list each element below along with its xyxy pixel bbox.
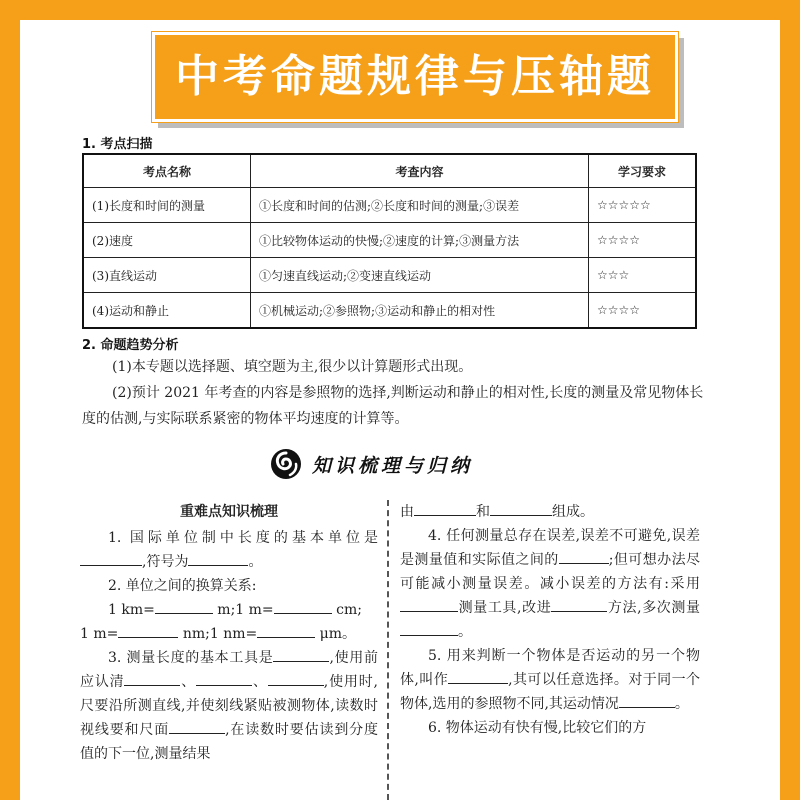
answer-blank[interactable] [400, 597, 458, 612]
column-header: 学习要求 [589, 154, 697, 188]
table-cell-requirement: ☆☆☆☆ [589, 223, 697, 258]
left-column [80, 500, 378, 766]
answer-blank[interactable] [273, 647, 329, 662]
knowledge-title-text: 知识梳理与归纳 [312, 454, 474, 477]
answer-blank[interactable] [118, 623, 178, 638]
table-cell-name: (3)直线运动 [83, 258, 251, 293]
page [20, 20, 780, 800]
trend-paragraph: (1)本专题以选择题、填空题为主,很少以计算题形式出现。 [112, 359, 473, 375]
answer-blank[interactable] [400, 621, 458, 636]
question-text: nm;1 nm= [178, 626, 258, 642]
question-text: ,在读数时要估读到分度值的下一位,测量结果 [80, 722, 379, 762]
question-2-line-1 [80, 598, 378, 622]
answer-blank[interactable] [448, 669, 508, 684]
table-row [83, 223, 696, 258]
table-cell-requirement: ☆☆☆☆ [589, 293, 697, 329]
table-cell-name: (1)长度和时间的测量 [83, 188, 251, 223]
table-cell-name: (4)运动和静止 [83, 293, 251, 329]
question-text: 。 [458, 624, 472, 640]
table-cell-content: ①机械运动;②参照物;③运动和静止的相对性 [251, 293, 589, 329]
question-5 [400, 644, 700, 716]
answer-blank[interactable] [124, 671, 180, 686]
title-banner [152, 32, 678, 122]
question-3 [80, 646, 378, 766]
question-text: 组成。 [552, 504, 594, 520]
question-text: ,符号为 [142, 554, 189, 570]
question-text: ,其可以任意选择。对于同一个物体,选用的参照物不同,其运动情况 [400, 672, 700, 712]
question-text: 。 [248, 554, 263, 570]
table-row [83, 293, 696, 329]
table-cell-content: ①比较物体运动的快慢;②速度的计算;③测量方法 [251, 223, 589, 258]
answer-blank[interactable] [274, 599, 332, 614]
question-4 [400, 524, 700, 644]
question-text: m;1 m= [212, 602, 274, 618]
question-1 [80, 526, 378, 574]
question-2: 2. 单位之间的换算关系: [108, 578, 257, 594]
exam-points-table [82, 153, 697, 329]
banner-title: 中考命题规律与压轴题 [175, 51, 655, 102]
question-3-continued [400, 500, 700, 524]
trend-paragraph: (2)预计 2021 年考查的内容是参照物的选择,判断运动和静止的相对性,长度的测量及常见物体长度的估测,与实际联系紧密的物体平均速度的计算等。 [82, 385, 704, 427]
question-text: 1 m= [80, 626, 119, 642]
trend-analysis [82, 354, 704, 432]
question-text: 测量工具,改进 [458, 600, 552, 616]
question-text: 和 [476, 504, 490, 520]
question-text: μm。 [315, 626, 357, 642]
answer-blank[interactable] [155, 599, 213, 614]
table-cell-requirement: ☆☆☆☆☆ [589, 188, 697, 223]
answer-blank[interactable] [188, 551, 248, 566]
question-text: 由 [400, 504, 414, 520]
answer-blank[interactable] [80, 551, 142, 566]
question-text: 。 [674, 696, 689, 712]
question-2-line-2 [80, 622, 378, 646]
section-heading-scan: 1. 考点扫描 [82, 137, 153, 152]
question-text: 、 [252, 674, 268, 690]
table-cell-content: ①匀速直线运动;②变速直线运动 [251, 258, 589, 293]
question-text: cm; [331, 602, 362, 618]
question-text: 4. 任何测量总存在误差,误差不可避免,误差是测量值和实际值之间的 [400, 528, 700, 568]
answer-blank[interactable] [268, 671, 324, 686]
answer-blank[interactable] [559, 549, 609, 564]
question-text: 、 [180, 674, 197, 690]
column-divider [387, 500, 389, 800]
table-cell-requirement: ☆☆☆ [589, 258, 697, 293]
question-text: 1 km= [108, 602, 155, 618]
table-cell-name: (2)速度 [83, 223, 251, 258]
answer-blank[interactable] [414, 501, 476, 516]
table-header-row [83, 154, 696, 188]
knowledge-section-title [270, 443, 473, 485]
answer-blank[interactable] [196, 671, 252, 686]
answer-blank[interactable] [257, 623, 315, 638]
question-text: ,使用时,尺要沿所测直线,并使刻线紧贴被测物体,读数时视线要和尺面 [80, 674, 379, 738]
question-text: ;但可想办法尽可能减小测量误差。减小误差的方法有:采用 [400, 552, 701, 592]
question-6: 6. 物体运动有快有慢,比较它们的方 [428, 720, 647, 736]
question-text: 3. 测量长度的基本工具是 [108, 650, 274, 666]
question-text: 1. 国际单位制中长度的基本单位是 [108, 530, 378, 546]
table-row [83, 188, 696, 223]
swirl-logo-icon [270, 448, 302, 480]
question-text: ,使用前应认清 [80, 650, 379, 690]
answer-blank[interactable] [619, 693, 675, 708]
column-header: 考查内容 [251, 154, 589, 188]
answer-blank[interactable] [490, 501, 552, 516]
section-heading-trend: 2. 命题趋势分析 [82, 338, 179, 353]
question-text: 5. 用来判断一个物体是否运动的另一个物体,叫作 [400, 648, 700, 688]
right-column [400, 500, 700, 740]
table-cell-content: ①长度和时间的估测;②长度和时间的测量;③误差 [251, 188, 589, 223]
answer-blank[interactable] [551, 597, 607, 612]
table-row [83, 258, 696, 293]
answer-blank[interactable] [169, 719, 225, 734]
column-header: 考点名称 [83, 154, 251, 188]
question-text: 方法,多次测量 [607, 600, 701, 616]
subsection-title: 重难点知识梳理 [180, 504, 278, 520]
